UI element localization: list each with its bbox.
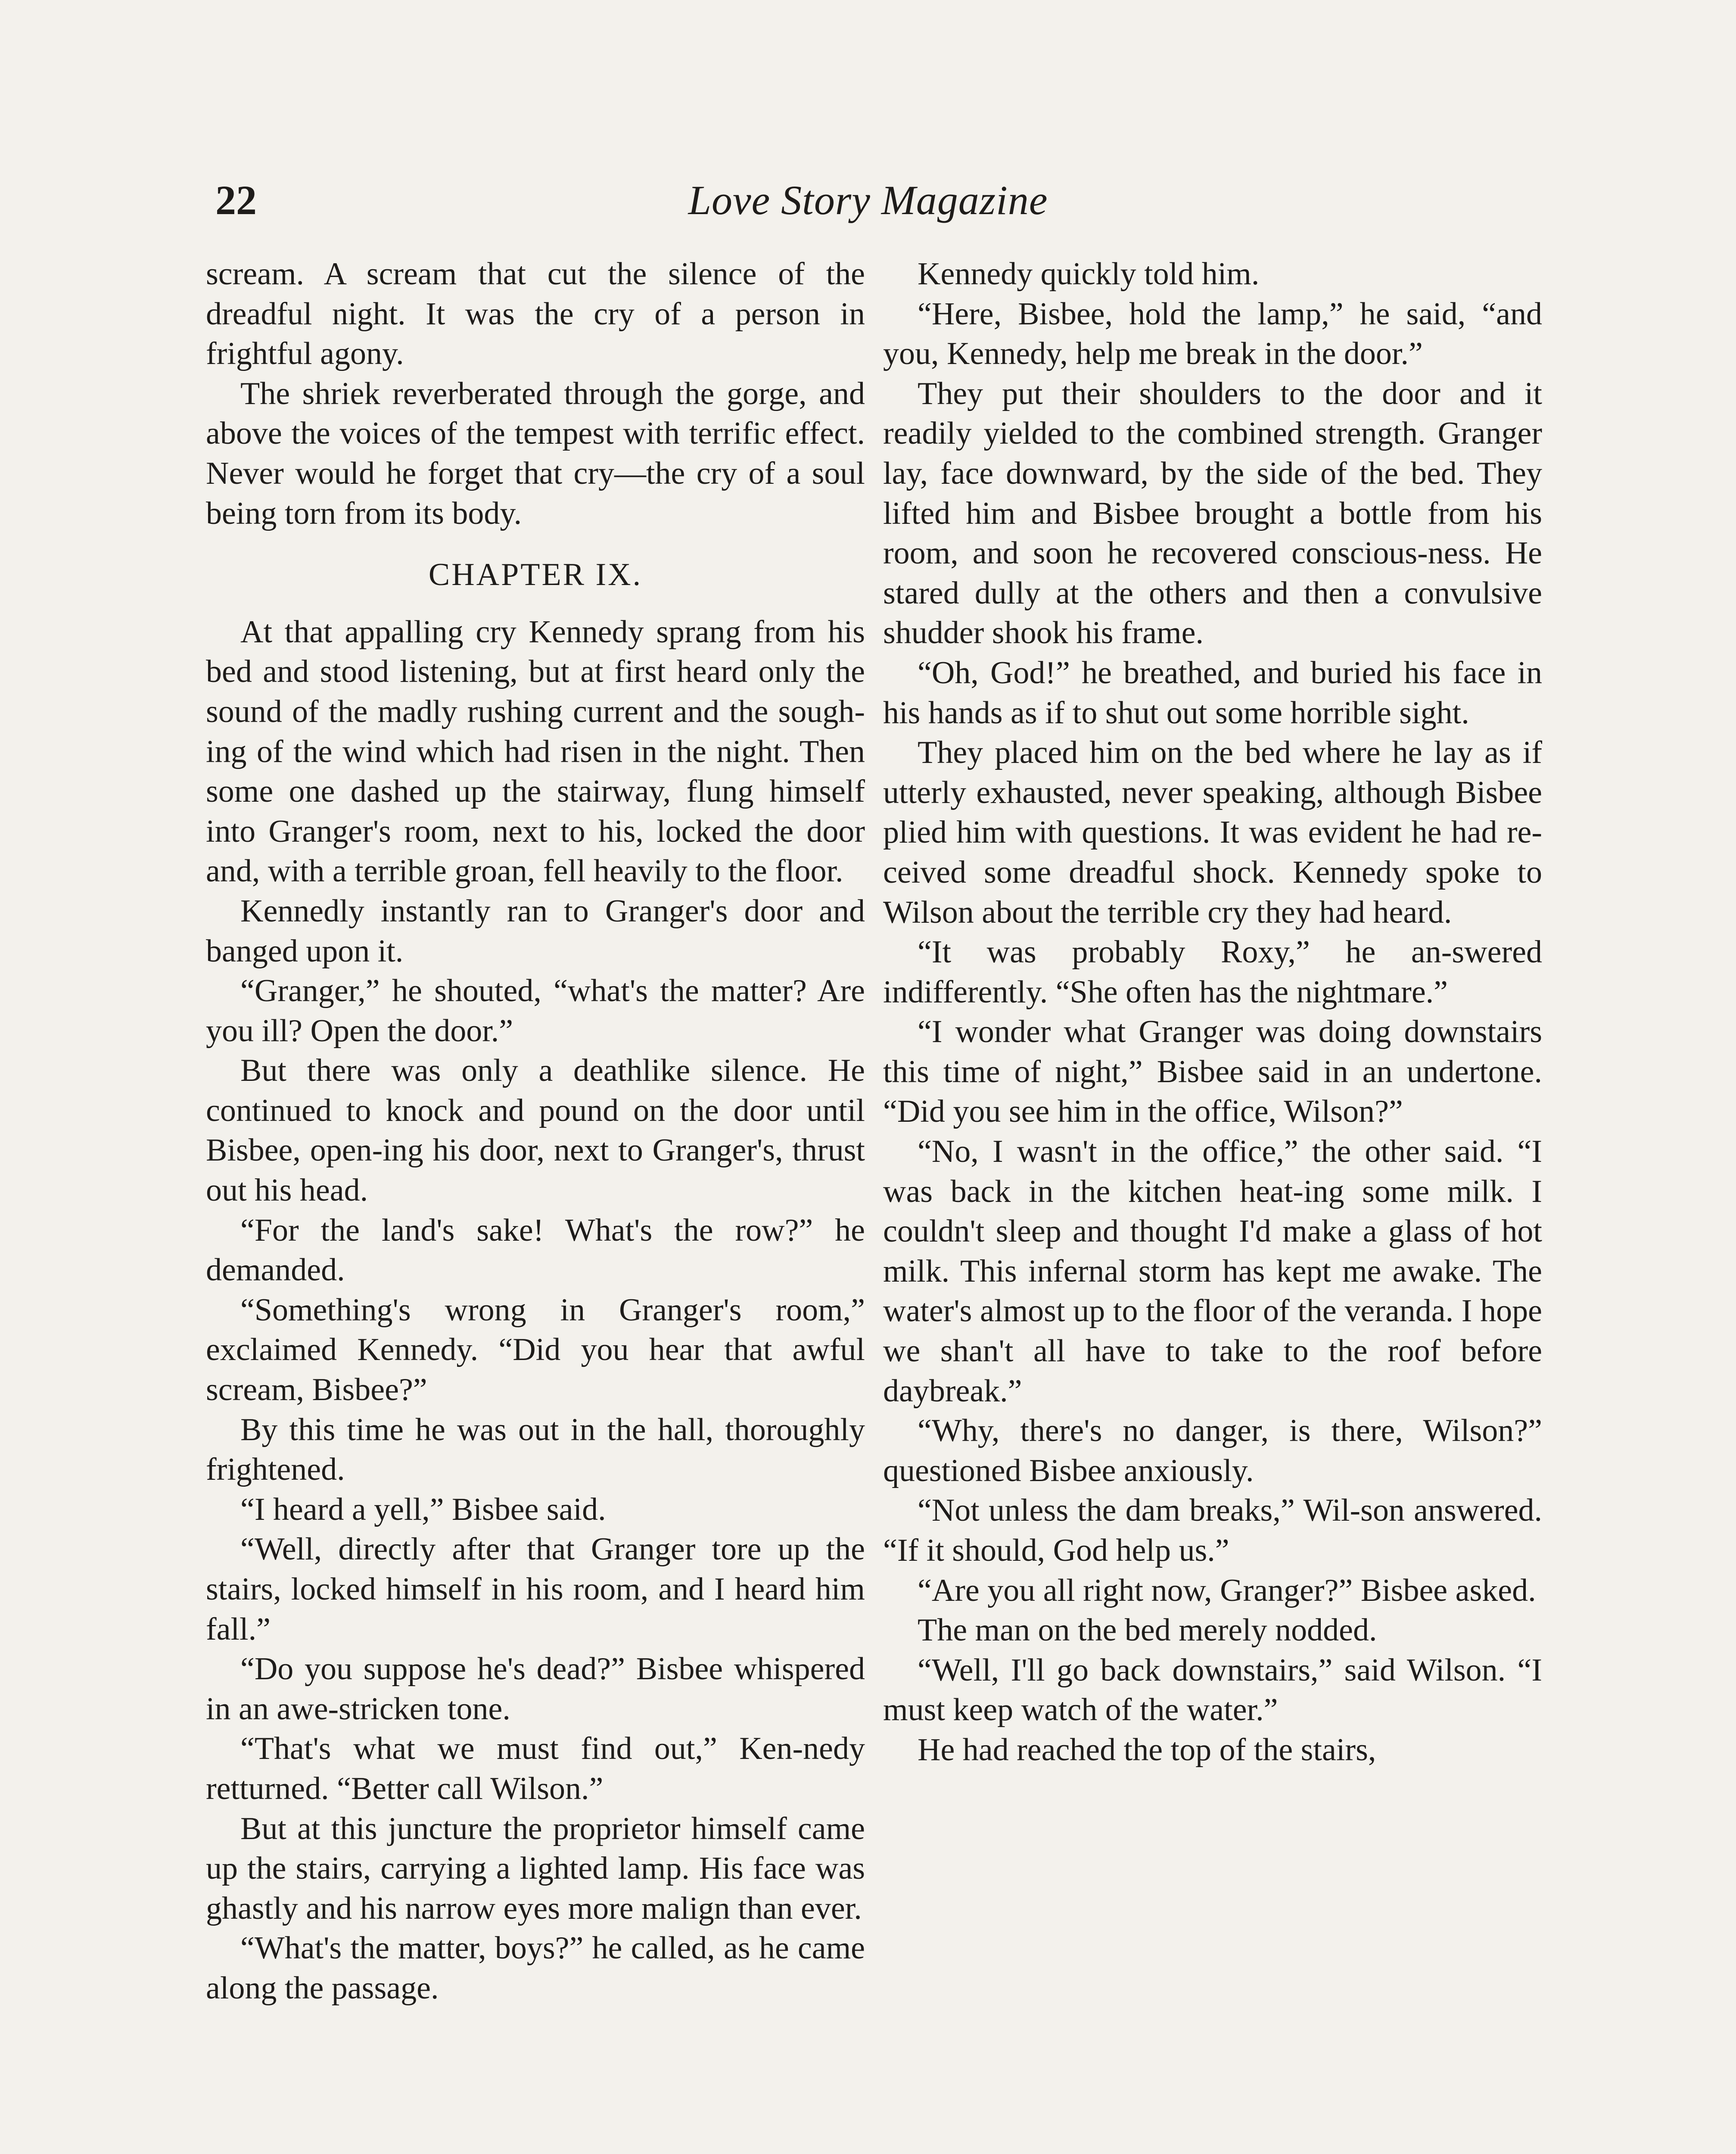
paragraph: “It was probably Roxy,” he an-swered indifferently. “She often has the nightmare.” bbox=[883, 934, 1542, 1010]
chapter-heading: CHAPTER IX. bbox=[428, 557, 643, 593]
paragraph: “I heard a yell,” Bisbee said. bbox=[240, 1491, 606, 1527]
paragraph: “Why, there's no danger, is there, Wilson?” questioned Bisbee anxiously. bbox=[883, 1413, 1542, 1488]
paragraph: scream. A scream that cut the silence of the dreadful night. It was the cry of a person in frightful agony. bbox=[206, 256, 865, 372]
paragraph: “Are you all right now, Granger?” Bisbee asked. bbox=[918, 1572, 1536, 1608]
left-column bbox=[206, 254, 865, 2008]
paragraph: “Here, Bisbee, hold the lamp,” he said, “and you, Kennedy, help me break in the door.” bbox=[883, 296, 1542, 372]
paragraph: Kennedy quickly told him. bbox=[918, 256, 1260, 292]
paragraph: By this time he was out in the hall, thoroughly frightened. bbox=[206, 1412, 865, 1488]
paragraph: “That's what we must find out,” Ken-nedy retturned. “Better call Wilson.” bbox=[206, 1731, 865, 1806]
paragraph: Kennedly instantly ran to Granger's door and banged upon it. bbox=[206, 893, 865, 969]
paragraph: “Do you suppose he's dead?” Bisbee whispered in an awe-stricken tone. bbox=[206, 1651, 865, 1727]
paragraph: “Not unless the dam breaks,” Wil-son answered. “If it should, God help us.” bbox=[883, 1493, 1542, 1568]
page-number: 22 bbox=[215, 177, 257, 223]
paragraph: “Well, I'll go back downstairs,” said Wilson. “I must keep watch of the water.” bbox=[883, 1652, 1542, 1728]
right-column bbox=[883, 254, 1542, 1770]
paragraph: He had reached the top of the stairs, bbox=[918, 1732, 1376, 1768]
paragraph: At that appalling cry Kennedy sprang from his bed and stood listening, but at first heard only the sound of the madly rushing current and the sough-ing of the wind which had risen in the night. Then some one dashed up the stairway, flung himself into Granger's room, next to his, locked the door and, with a terrible groan, fell heavily to the floor. bbox=[206, 614, 865, 889]
paragraph: The shriek reverberated through the gorge, and above the voices of the tempest with terrific effect. Never would he forget that cry—the cry of a soul being torn from its body. bbox=[206, 376, 865, 531]
paragraph: “No, I wasn't in the office,” the other said. “I was back in the kitchen heat-ing some milk. I couldn't sleep and thought I'd make a glass of hot milk. This infernal storm has kept me awake. The water's almost up to the floor of the veranda. I hope we shan't all have to take to the roof before daybreak.” bbox=[883, 1134, 1542, 1409]
paragraph: “I wonder what Granger was doing downstairs this time of night,” Bisbee said in an undertone. “Did you see him in the office, Wilson?” bbox=[883, 1014, 1542, 1130]
paragraph: “For the land's sake! What's the row?” he demanded. bbox=[206, 1212, 865, 1288]
paragraph: They put their shoulders to the door and it readily yielded to the combined strength. Granger lay, face downward, by the side of the bed. They lifted him and Bisbee brought a bottle from his room, and soon he recovered conscious-ness. He stared dully at the others and then a convulsive shudder shook his frame. bbox=[883, 376, 1542, 651]
page-header bbox=[0, 170, 1736, 230]
paragraph: But there was only a deathlike silence. He continued to knock and pound on the door until Bisbee, open-ing his door, next to Granger's, thrust out his head. bbox=[206, 1053, 865, 1208]
paragraph: “Oh, God!” he breathed, and buried his face in his hands as if to shut out some horrible sight. bbox=[883, 655, 1542, 731]
paragraph: “Well, directly after that Granger tore up the stairs, locked himself in his room, and I heard him fall.” bbox=[206, 1531, 865, 1647]
paragraph: “Something's wrong in Granger's room,” exclaimed Kennedy. “Did you hear that awful scream, Bisbee?” bbox=[206, 1292, 865, 1408]
paragraph: They placed him on the bed where he lay as if utterly exhausted, never speaking, although Bisbee plied him with questions. It was evident he had re-ceived some dreadful shock. Kennedy spoke to Wilson about the terrible cry they had heard. bbox=[883, 735, 1542, 930]
paragraph: “Granger,” he shouted, “what's the matter? Are you ill? Open the door.” bbox=[206, 973, 865, 1049]
paragraph: “What's the matter, boys?” he called, as he came along the passage. bbox=[206, 1930, 865, 2006]
paragraph: But at this juncture the proprietor himself came up the stairs, carrying a lighted lamp. His face was ghastly and his narrow eyes more malign than ever. bbox=[206, 1811, 865, 1926]
running-title: Love Story Magazine bbox=[688, 177, 1048, 223]
paragraph: The man on the bed merely nodded. bbox=[918, 1612, 1377, 1648]
